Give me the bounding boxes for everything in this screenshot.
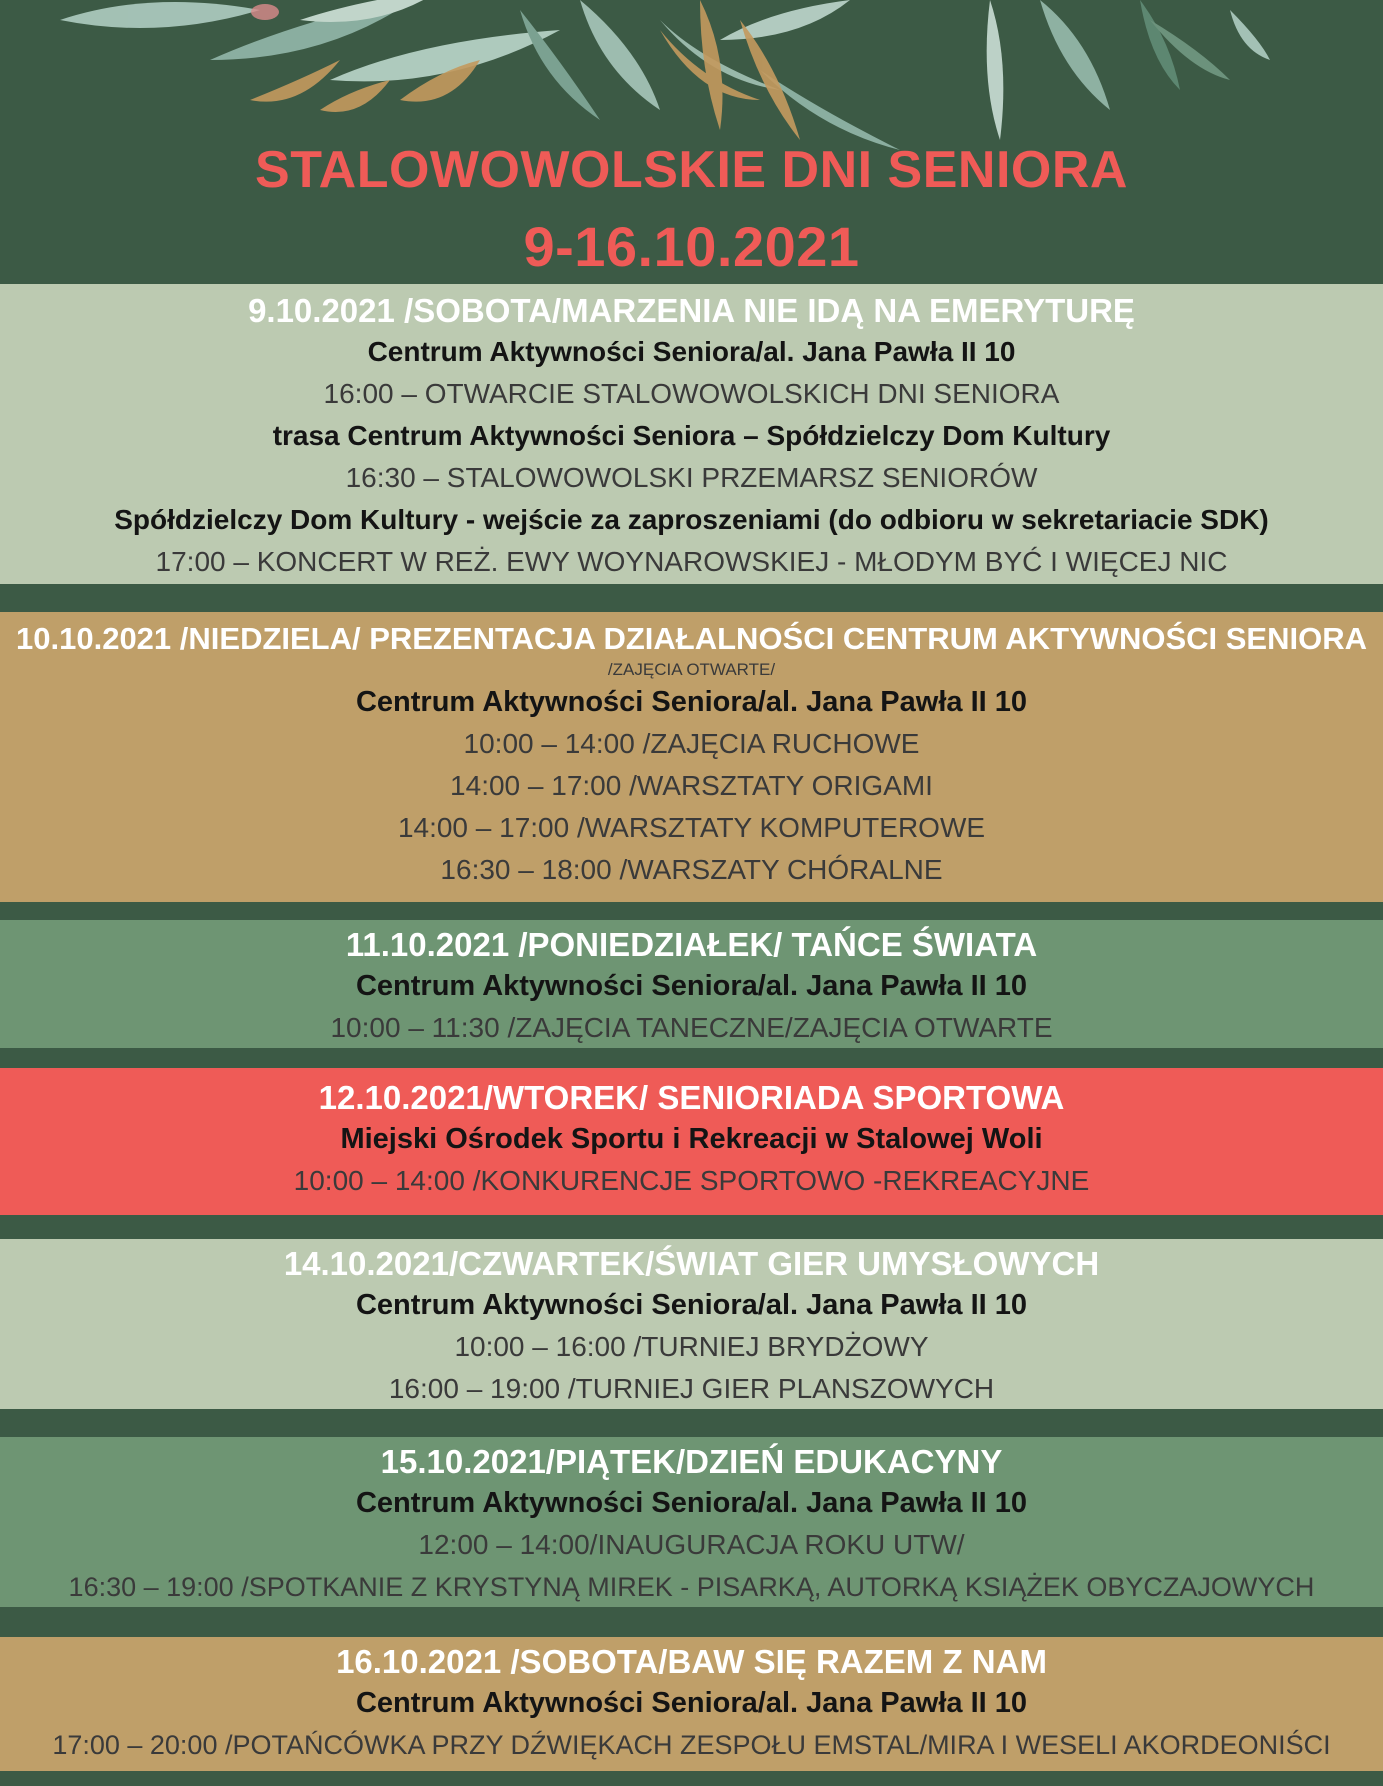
eucalyptus-leaves-decoration bbox=[0, 0, 1383, 160]
day-heading: 14.10.2021/CZWARTEK/ŚWIAT GIER UMYSŁOWYCH bbox=[283, 1245, 1100, 1282]
event-location: Centrum Aktywności Seniora/al. Jana Pawła II 10 bbox=[355, 1687, 1027, 1719]
day-heading: 16.10.2021 /SOBOTA/BAW SIĘ RAZEM Z NAM bbox=[336, 1643, 1047, 1680]
event-item: 16:30 – 19:00 /SPOTKANIE Z KRYSTYNĄ MIREK - PISARKĄ, AUTORKĄ KSIĄŻEK OBYCZAJOWYCH bbox=[68, 1572, 1315, 1602]
event-item: 10:00 – 11:30 /ZAJĘCIA TANECZNE/ZAJĘCIA OTWARTE bbox=[330, 1012, 1053, 1043]
event-item: 17:00 – KONCERT W REŻ. EWY WOYNAROWSKIEJ - MŁODYM BYĆ I WIĘCEJ NIC bbox=[155, 546, 1228, 577]
day-heading: 10.10.2021 /NIEDZIELA/ PREZENTACJA DZIAŁALNOŚCI CENTRUM AKTYWNOŚCI SENIORA bbox=[16, 621, 1367, 656]
event-day-section bbox=[0, 1068, 1383, 1215]
day-heading: 9.10.2021 /SOBOTA/MARZENIA NIE IDĄ NA EMERYTURĘ bbox=[248, 292, 1135, 329]
event-location: Centrum Aktywności Seniora/al. Jana Pawła II 10 bbox=[355, 1289, 1027, 1321]
event-item: 16:30 – STALOWOWOLSKI PRZEMARSZ SENIORÓW bbox=[345, 462, 1038, 493]
event-item: 17:00 – 20:00 /POTAŃCÓWKA PRZY DŹWIĘKACH ZESPOŁU EMSTAL/MIRA I WESELI AKORDEONIŚCI bbox=[52, 1730, 1331, 1760]
event-location: Centrum Aktywności Seniora/al. Jana Pawła II 10 bbox=[355, 970, 1027, 1002]
day-heading: 11.10.2021 /PONIEDZIAŁEK/ TAŃCE ŚWIATA bbox=[345, 926, 1038, 963]
poster-dates: 9-16.10.2021 bbox=[523, 215, 860, 278]
event-item: 16:00 – OTWARCIE STALOWOWOLSKICH DNI SENIORA bbox=[323, 378, 1060, 409]
event-location: Miejski Ośrodek Sportu i Rekreacji w Stalowej Woli bbox=[340, 1123, 1043, 1155]
event-location: Centrum Aktywności Seniora/al. Jana Pawła II 10 bbox=[355, 1487, 1027, 1519]
event-location: Centrum Aktywności Seniora/al. Jana Pawła II 10 bbox=[355, 686, 1027, 718]
event-note: /ZAJĘCIA OTWARTE/ bbox=[607, 660, 776, 679]
day-heading: 12.10.2021/WTOREK/ SENIORIADA SPORTOWA bbox=[318, 1079, 1065, 1116]
event-item: 14:00 – 17:00 /WARSZTATY KOMPUTEROWE bbox=[397, 812, 986, 843]
event-day-section bbox=[0, 920, 1383, 1048]
event-item: 10:00 – 16:00 /TURNIEJ BRYDŻOWY bbox=[454, 1331, 929, 1362]
event-item: 16:00 – 19:00 /TURNIEJ GIER PLANSZOWYCH bbox=[388, 1373, 995, 1404]
event-item: 16:30 – 18:00 /WARSZATY CHÓRALNE bbox=[440, 854, 943, 885]
poster-title: STALOWOWOLSKIE DNI SENIORA bbox=[255, 141, 1128, 199]
poster-header bbox=[0, 0, 1383, 284]
event-item: 10:00 – 14:00 /ZAJĘCIA RUCHOWE bbox=[463, 728, 920, 759]
event-day-section bbox=[0, 612, 1383, 902]
event-item: 14:00 – 17:00 /WARSZTATY ORIGAMI bbox=[450, 770, 933, 801]
event-location: trasa Centrum Aktywności Seniora – Spółdzielczy Dom Kultury bbox=[272, 420, 1111, 451]
event-day-section bbox=[0, 1239, 1383, 1409]
day-heading: 15.10.2021/PIĄTEK/DZIEŃ EDUKACYNY bbox=[380, 1443, 1003, 1480]
event-day-section bbox=[0, 1437, 1383, 1607]
event-item: 12:00 – 14:00/INAUGURACJA ROKU UTW/ bbox=[418, 1529, 965, 1560]
event-day-section bbox=[0, 1637, 1383, 1771]
event-item: 10:00 – 14:00 /KONKURENCJE SPORTOWO -REKREACYJNE bbox=[293, 1165, 1090, 1196]
event-day-section bbox=[0, 284, 1383, 584]
event-location: Spółdzielczy Dom Kultury - wejście za zaproszeniami (do odbioru w sekretariacie SDK) bbox=[114, 504, 1269, 535]
event-location: Centrum Aktywności Seniora/al. Jana Pawła II 10 bbox=[367, 336, 1016, 367]
